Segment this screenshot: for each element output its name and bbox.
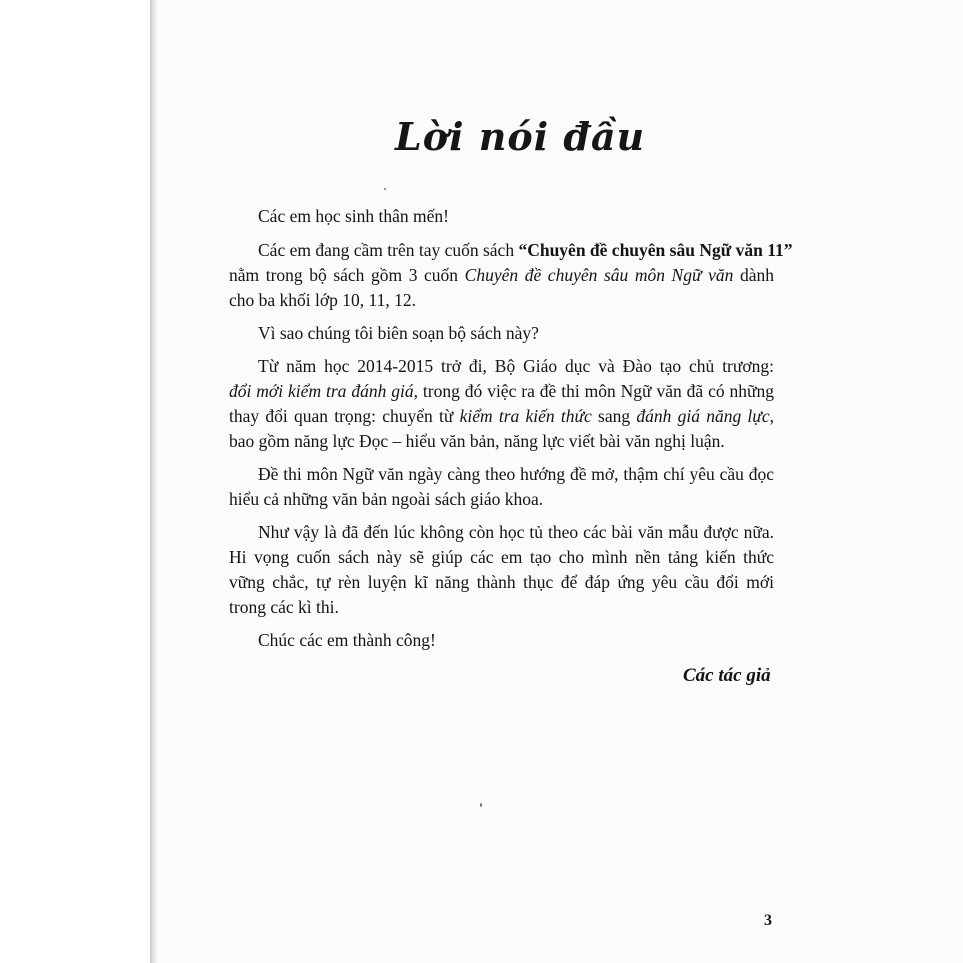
paragraph-4-line-2: hiểu cả những văn bản ngoài sách giáo khoa. <box>229 489 544 509</box>
greeting-line: Các em học sinh thân mến! <box>258 206 449 226</box>
page-gutter-shadow <box>150 0 157 963</box>
paragraph-3-line-1: Từ năm học 2014-2015 trở đi, Bộ Giáo dục và Đào tạo chủ trương: <box>258 356 774 376</box>
paragraph-1-line-2-end: dành <box>733 265 774 285</box>
paragraph-5-line-2: Hi vọng cuốn sách này sẽ giúp các em tạo cho mình nền tảng kiến thức <box>229 547 774 567</box>
paragraph-3-line-2 <box>229 381 774 402</box>
paragraph-3-line-3-text-c: sang <box>591 406 637 426</box>
page-title: Lời nói đầu <box>395 114 646 159</box>
paragraph-5-line-3: vững chắc, tự rèn luyện kĩ năng thành thục để đáp ứng yêu cầu đổi mới <box>229 572 774 592</box>
paragraph-1-line-2-text: nằm trong bộ sách gồm 3 cuốn <box>229 265 465 285</box>
paragraph-5-line-1: Như vậy là đã đến lúc không còn học tủ theo các bài văn mẫu được nữa. <box>258 522 774 542</box>
paragraph-5-line-4: trong các kì thi. <box>229 597 339 617</box>
paragraph-1-line-3: cho ba khối lớp 10, 11, 12. <box>229 290 416 310</box>
closing-line: Chúc các em thành công! <box>258 630 436 650</box>
series-title-italic: Chuyên đề chuyên sâu môn Ngữ văn <box>464 265 734 285</box>
paragraph-3-line-2-text: trong đó việc ra đề thi môn Ngữ văn đã có những <box>418 381 774 401</box>
book-title-bold: “Chuyên đề chuyên sâu Ngữ văn 11” <box>518 240 793 260</box>
competence-assessment-italic: đánh giá năng lực, <box>636 406 774 426</box>
paragraph-2: Vì sao chúng tôi biên soạn bộ sách này? <box>258 323 539 343</box>
scan-speck <box>480 803 482 807</box>
paragraph-3-line-3 <box>229 406 774 427</box>
paragraph-1-line-1 <box>258 240 793 261</box>
paragraph-1-line-2 <box>229 265 774 286</box>
paragraph-4-line-1: Đề thi môn Ngữ văn ngày càng theo hướng đề mở, thậm chí yêu cầu đọc <box>258 464 774 484</box>
knowledge-test-italic: kiểm tra kiến thức <box>459 406 592 426</box>
paragraph-3-line-3-text-a: thay đổi quan trọng: chuyển từ <box>229 406 460 426</box>
paragraph-1-line-1-text: Các em đang cầm trên tay cuốn sách <box>258 240 519 260</box>
reform-phrase-italic: đổi mới kiểm tra đánh giá, <box>229 381 418 401</box>
author-signature: Các tác giả <box>683 665 771 686</box>
paragraph-3-line-4: bao gồm năng lực Đọc – hiểu văn bản, năng lực viết bài văn nghị luận. <box>229 431 725 451</box>
scan-speck <box>384 188 386 190</box>
page-number: 3 <box>764 912 772 929</box>
